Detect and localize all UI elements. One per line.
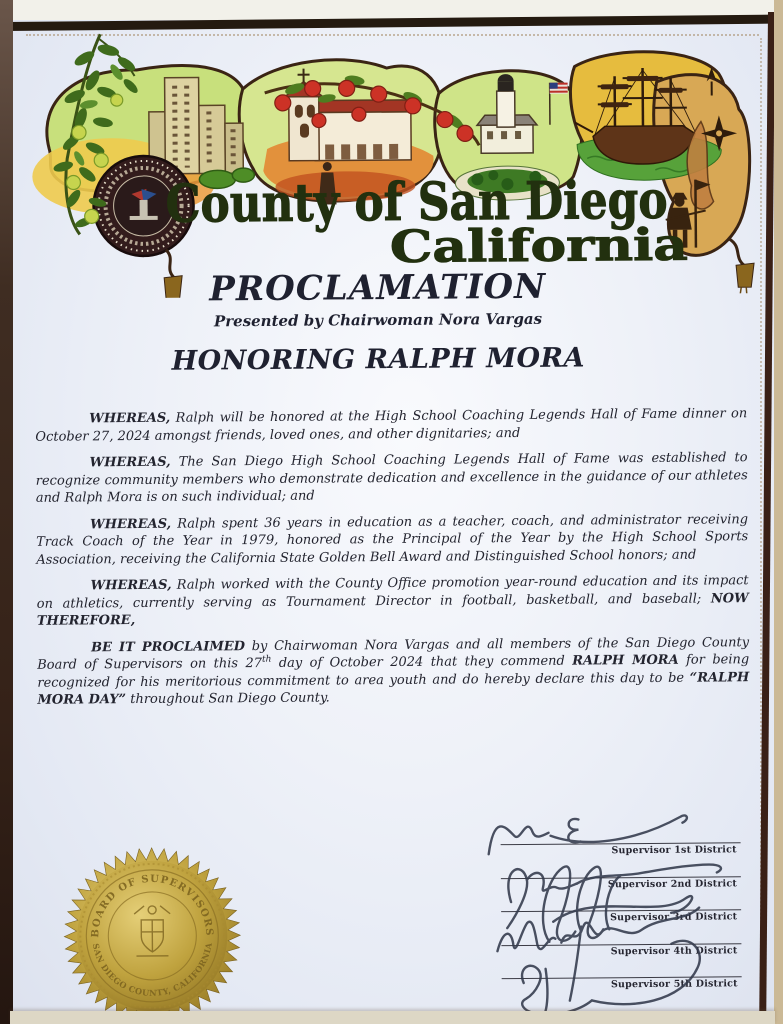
signature-label: Supervisor 5th District <box>610 978 738 991</box>
gold-foil-seal <box>63 846 242 1024</box>
signature-line <box>501 943 741 978</box>
honoree-heading: HONORING RALPH MORA <box>171 342 586 377</box>
photo-edge-right <box>774 0 783 1024</box>
signature-label: Supervisor 1st District <box>611 844 737 857</box>
proclamation-paragraph: WHEREAS, Ralph worked with the County Office promotion year-round education and its impact on athletics, currently serving as Tournament Director in football, basketball, and baseball; NOW THEREFORE, <box>36 573 749 629</box>
signature-label: Supervisor 3rd District <box>610 911 738 924</box>
presented-by-line: Presented by Chairwoman Nora Vargas <box>213 309 543 331</box>
signature-line <box>501 876 741 911</box>
photo-edge-bottom <box>10 1011 775 1024</box>
proclamation-body <box>35 405 749 718</box>
proclamation-paragraph: WHEREAS, Ralph spent 36 years in education as a teacher, coach, and administrator receiving Track Coach of the Year in 1979, honored as the Principal of the Year by the High School Sports Association, receiving the California State Golden Bell Award and Distinguished School honors; and <box>36 511 749 568</box>
signature-label: Supervisor 4th District <box>610 945 738 958</box>
header-illustration <box>14 23 764 299</box>
proclamation-paragraph: WHEREAS, Ralph will be honored at the High School Coaching Legends Hall of Fame dinner on October 27, 2024 amongst friends, loved ones, and other dignitaries; and <box>35 406 748 445</box>
signature-district-1 <box>550 815 687 842</box>
photo-edge-left <box>0 0 13 1024</box>
signature-district-1 <box>568 819 580 842</box>
seal-bottom-text: SAN DIEGO COUNTY, CALIFORNIA <box>90 941 214 998</box>
seal-top-text: BOARD OF SUPERVISORS <box>90 873 215 938</box>
blackletter-california: California <box>389 220 636 274</box>
signature-line <box>502 977 742 1012</box>
signature-line <box>501 909 741 944</box>
blackletter-county-title: County of San Diego <box>165 169 762 235</box>
proclamation-paragraph: WHEREAS, The San Diego High School Coaching Legends Hall of Fame was established to recognize community members who demonstrate dedication and excellence in the guidance of our athletes and Ralph Mora is on such individual; and <box>35 450 748 506</box>
signature-line <box>501 842 741 877</box>
signature-block <box>501 842 742 1012</box>
proclamation-paragraph: BE IT PROCLAIMED by Chairwoman Nora Vargas and all members of the San Diego County Board of Supervisors on this 27th day of October 2024 that they commend RALPH MORA for being recognized for his meritorious commitment to area youth and do hereby declare this day to be “RALPH MORA DAY” throughout San Diego County. <box>37 634 750 708</box>
proclamation-title: PROCLAMATION <box>209 266 547 310</box>
signature-label: Supervisor 2nd District <box>607 877 737 890</box>
title-block <box>18 265 738 378</box>
